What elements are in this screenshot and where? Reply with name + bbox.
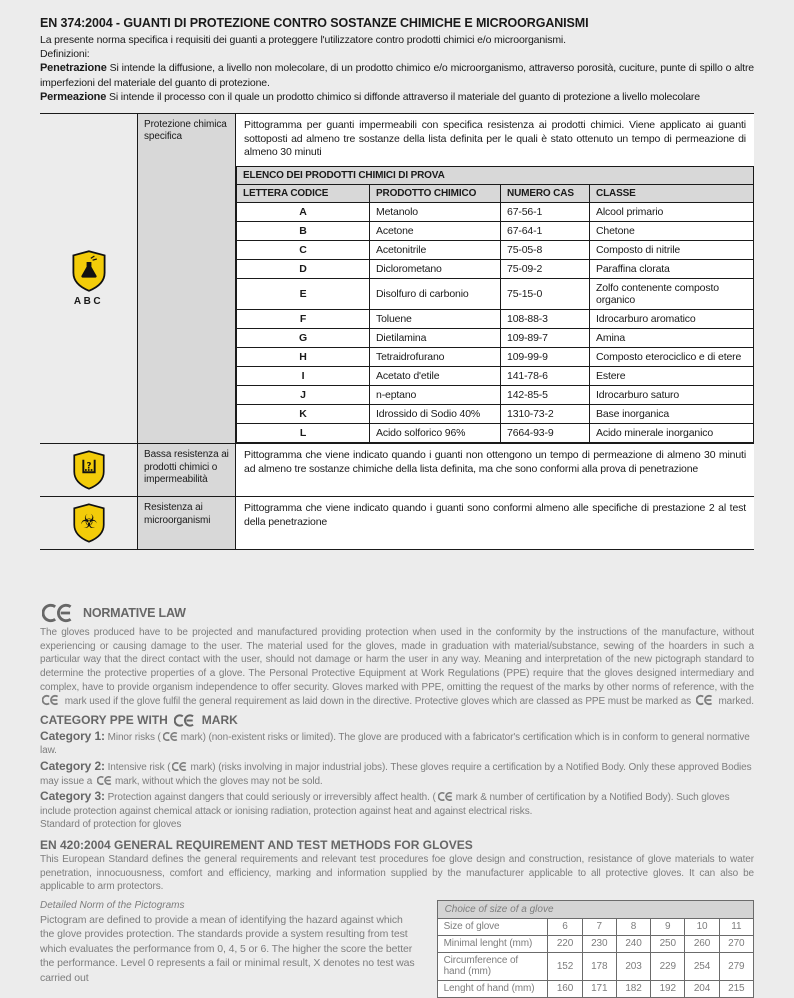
size-value: 152 (548, 952, 582, 980)
penetrazione-text: Si intende la diffusione, a livello non molecolare, di un prodotto chimico e/o microorganismo, attraverso porosità, cuciture, punte di spillo o altre imperfezioni del materiale del guanto di protezione. (40, 62, 754, 89)
chem-row (237, 424, 754, 443)
cell-class: Composto di nitrile (590, 241, 754, 260)
category-ppe-heading: CATEGORY PPE WITH MARK (40, 713, 238, 728)
chem-row (237, 405, 754, 424)
abc-caption: ABC (73, 295, 104, 307)
size-value: 8 (616, 918, 650, 935)
ce-mark-icon (438, 791, 454, 802)
cell-letter: I (237, 367, 370, 386)
size-value: 254 (685, 952, 719, 980)
pictograms-text-column (40, 900, 419, 998)
cell-product: Acido solforico 96% (370, 424, 501, 443)
cell-product: Tetraidrofurano (370, 348, 501, 367)
category-3-term: Category 3: (40, 789, 105, 804)
ce-mark-icon (163, 731, 179, 742)
category-3-line: Category 3: Protection against dangers that could seriously or irreversibly affect health. ( mark & number of certification by a Notified Body). Such gloves include protection against chemical attack or ionising radiation, protection against heat and against electrical risks. (40, 789, 730, 817)
protection-content (235, 444, 754, 496)
cell-letter: C (237, 241, 370, 260)
cell-class: Paraffina clorata (590, 260, 754, 279)
normative-law-heading (40, 602, 754, 624)
svg-text:?: ? (86, 461, 91, 472)
cell-class: Zolfo contenente composto organico (590, 279, 754, 310)
protection-label: Bassa resistenza ai prodotti chimici o impermeabilità (137, 444, 235, 496)
cell-cas: 75-05-8 (501, 241, 590, 260)
chem-row (237, 386, 754, 405)
chem-row (237, 310, 754, 329)
size-row-label: Lenght of hand (mm) (437, 980, 548, 997)
protection-table (40, 113, 754, 551)
chem-row (237, 241, 754, 260)
chem-row (237, 203, 754, 222)
cell-class: Base inorganica (590, 405, 754, 424)
cell-class: Idrocarburo aromatico (590, 310, 754, 329)
cell-product: Idrossido di Sodio 40% (370, 405, 501, 424)
size-value: 182 (616, 980, 650, 997)
pictogram-cell (40, 114, 137, 444)
cell-cas: 141-78-6 (501, 367, 590, 386)
glove-size-table (437, 900, 754, 998)
chem-header-row (237, 185, 754, 203)
cell-cas: 109-99-9 (501, 348, 590, 367)
chemical-flask-pictogram-icon (71, 250, 107, 292)
size-value: 220 (548, 935, 582, 952)
chem-row (237, 260, 754, 279)
cell-class: Estere (590, 367, 754, 386)
cell-letter: F (237, 310, 370, 329)
ce-mark-icon (97, 775, 113, 786)
ce-mark-icon (42, 694, 60, 706)
size-value: 204 (685, 980, 719, 997)
ce-mark-icon (172, 761, 188, 772)
chem-row (237, 367, 754, 386)
detailed-norm-subheading: Detailed Norm of the Pictograms (40, 899, 185, 911)
chemical-products-table (236, 166, 754, 443)
cell-letter: K (237, 405, 370, 424)
size-value: 270 (719, 935, 753, 952)
cell-cas: 75-15-0 (501, 279, 590, 310)
size-value: 279 (719, 952, 753, 980)
cell-cas: 109-89-7 (501, 329, 590, 348)
protection-row-low-resistance (40, 443, 754, 496)
size-value: 7 (582, 918, 616, 935)
protection-content (235, 497, 754, 549)
bottom-columns (40, 900, 754, 998)
category-2-line: Category 2: Intensive risk ( mark) (risks involving in major industrial jobs). These gloves require a certification by a Notified Body. Only these approved Bodies may issue a mark, without which the gloves may not be sold. (40, 758, 752, 787)
chem-row (237, 348, 754, 367)
cell-letter: J (237, 386, 370, 405)
pictogram-cell (40, 444, 137, 496)
cell-product: Toluene (370, 310, 501, 329)
size-value: 171 (582, 980, 616, 997)
cell-letter: A (237, 203, 370, 222)
col-header-lettera: LETTERA CODICE (237, 185, 370, 203)
size-value: 9 (651, 918, 685, 935)
intro-line: Definizioni: (40, 48, 90, 61)
cell-product: Dietilamina (370, 329, 501, 348)
cell-cas: 67-64-1 (501, 222, 590, 241)
size-value: 11 (719, 918, 753, 935)
size-value: 250 (651, 935, 685, 952)
col-header-classe: CLASSE (590, 185, 754, 203)
intro-line: La presente norma specifica i requisiti dei guanti a proteggere l'utilizzatore contro prodotti chimici e/o microorganismi. (40, 34, 566, 46)
ce-mark-icon (696, 694, 714, 706)
penetrazione-definition (40, 61, 754, 90)
size-value: 203 (616, 952, 650, 980)
standard-note: Standard of protection for gloves (40, 819, 182, 831)
cell-cas: 67-56-1 (501, 203, 590, 222)
en420-heading: EN 420:2004 GENERAL REQUIREMENT AND TEST METHODS FOR GLOVES (40, 837, 473, 852)
size-row (437, 918, 753, 935)
cell-cas: 108-88-3 (501, 310, 590, 329)
permeazione-definition (40, 90, 754, 105)
cell-letter: L (237, 424, 370, 443)
intro-section (40, 16, 754, 105)
biohazard-pictogram-icon (72, 503, 106, 543)
cell-cas: 7664-93-9 (501, 424, 590, 443)
ce-mark-icon (42, 602, 75, 624)
category-2-term: Category 2: (40, 758, 105, 773)
chem-table-caption: ELENCO DEI PRODOTTI CHIMICI DI PROVA (237, 167, 754, 185)
size-value: 230 (582, 935, 616, 952)
size-row-label: Size of glove (437, 918, 548, 935)
size-row-label: Circumference of hand (mm) (437, 952, 548, 980)
size-value: 215 (719, 980, 753, 997)
protection-description: Pittogramma che viene indicato quando i guanti sono conformi almeno alle specifiche di prestazione 2 al test della penetrazione (244, 502, 746, 529)
protection-description: Pittogramma per guanti impermeabili con specifica resistenza ai prodotti chimici. Viene applicato ai guanti sottoposti ad almeno tre sostanze della lista definita per le quali è stato ottenuto un tempo di permeazione di almeno 30 minuti (244, 118, 746, 159)
size-value: 6 (548, 918, 582, 935)
col-header-prodotto: PRODOTTO CHIMICO (370, 185, 501, 203)
size-value: 10 (685, 918, 719, 935)
cell-class: Composto eterociclico e di etere (590, 348, 754, 367)
size-value: 260 (685, 935, 719, 952)
protection-row-chemical (40, 114, 754, 444)
size-value: 178 (582, 952, 616, 980)
size-value: 160 (548, 980, 582, 997)
ce-mark-icon (174, 713, 196, 728)
size-row (437, 952, 753, 980)
cell-product: Acetato d'etile (370, 367, 501, 386)
size-row (437, 935, 753, 952)
pictogram-cell (40, 497, 137, 549)
cell-product: Acetonitrile (370, 241, 501, 260)
col-header-cas: NUMERO CAS (501, 185, 590, 203)
chem-row (237, 329, 754, 348)
cell-letter: D (237, 260, 370, 279)
cell-letter: H (237, 348, 370, 367)
size-row-label: Minimal lenght (mm) (437, 935, 548, 952)
cell-product: Metanolo (370, 203, 501, 222)
protection-content (235, 114, 754, 444)
pictogram-paragraph: Pictogram are defined to provide a mean of identifying the hazard against which the glove provides protection. The standards provide a system resulting from test which evaluates the performance from 0, 4, 5 or 6. The higher the score the better the performance. Level 0 represents a fail or minimal result, X denotes no test was carried out (40, 913, 415, 984)
permeazione-term: Permeazione (40, 90, 107, 103)
cell-letter: G (237, 329, 370, 348)
normative-law-body: The gloves produced have to be projected and manufactured providing protection when used in the conformity by the instructions of the manufacture, without experiencing or causing damage to the user. The material used for the gloves, made in graduation with material/substance, sewing of the hoarders in such a particular way that the direct contact with the user, should not damage or harm the user in any way. Meaning and interpretation of the new pictograph standard to determine the protective properties of a glove. The Personal Protective Equipment at Work Regulations (PPE) require that the gloves designed intermediary and complex, have to provide organism independence to offer security. Gloves marked with PPE, omitting the request of the marks by other norms of reference, with the mark used if the glove fulfil the general requirement as laid down in the directive. Protective gloves which are classed as PPE must be marked as marked. (40, 627, 754, 708)
chem-caption-row (237, 167, 754, 185)
cell-class: Alcool primario (590, 203, 754, 222)
size-row (437, 980, 753, 997)
size-value: 192 (651, 980, 685, 997)
size-value: 229 (651, 952, 685, 980)
category-1-line: Category 1: Minor risks ( mark) (non-existent risks or limited). The glove are produced with a fabricator's certification which is in conform to general normative law. (40, 728, 750, 757)
cell-letter: B (237, 222, 370, 241)
size-table-caption: Choice of size of a glove (437, 900, 754, 918)
penetrazione-term: Penetrazione (40, 62, 107, 75)
size-value: 240 (616, 935, 650, 952)
cell-class: Amina (590, 329, 754, 348)
category-1-term: Category 1: (40, 728, 105, 743)
chem-row (237, 279, 754, 310)
normative-law-section (40, 602, 754, 998)
permeazione-text: Si intende il processo con il quale un prodotto chimico si diffonde attraverso il materiale del guanto di protezione a livello molecolare (106, 90, 700, 103)
protection-description: Pittogramma che viene indicato quando i guanti non ottengono un tempo di permeazione di almeno 30 minuti ad almeno tre sostanze chimiche della lista definita, ma che sono conformi alla prova di penetrazione (244, 449, 746, 476)
protection-row-microorganisms (40, 496, 754, 549)
cell-cas: 75-09-2 (501, 260, 590, 279)
cell-product: n-eptano (370, 386, 501, 405)
protection-label: Protezione chimica specifica (137, 114, 235, 444)
cell-product: Diclorometano (370, 260, 501, 279)
cell-class: Chetone (590, 222, 754, 241)
cell-class: Idrocarburo saturo (590, 386, 754, 405)
cell-cas: 1310-73-2 (501, 405, 590, 424)
cell-cas: 142-85-5 (501, 386, 590, 405)
cell-class: Acido minerale inorganico (590, 424, 754, 443)
cell-product: Acetone (370, 222, 501, 241)
page-title: EN 374:2004 - GUANTI DI PROTEZIONE CONTRO SOSTANZE CHIMICHE E MICROORGANISMI (40, 16, 589, 30)
en420-body: This European Standard defines the general requirements and relevant test procedures foe glove design and construction, resistance of glove materials to water penetration, innocuousness, comfort and efficiency, marking and information supplied by the manufacturer applicable to all protective gloves. It can also be applicable to arm protectors. (40, 853, 754, 893)
chem-row (237, 222, 754, 241)
protection-label: Resistenza ai microorganismi (137, 497, 235, 549)
cell-letter: E (237, 279, 370, 310)
svg-text:☣: ☣ (79, 510, 98, 534)
low-chemical-resistance-pictogram-icon (72, 450, 106, 490)
cell-product: Disolfuro di carbonio (370, 279, 501, 310)
normative-law-title: NORMATIVE LAW (83, 606, 186, 621)
